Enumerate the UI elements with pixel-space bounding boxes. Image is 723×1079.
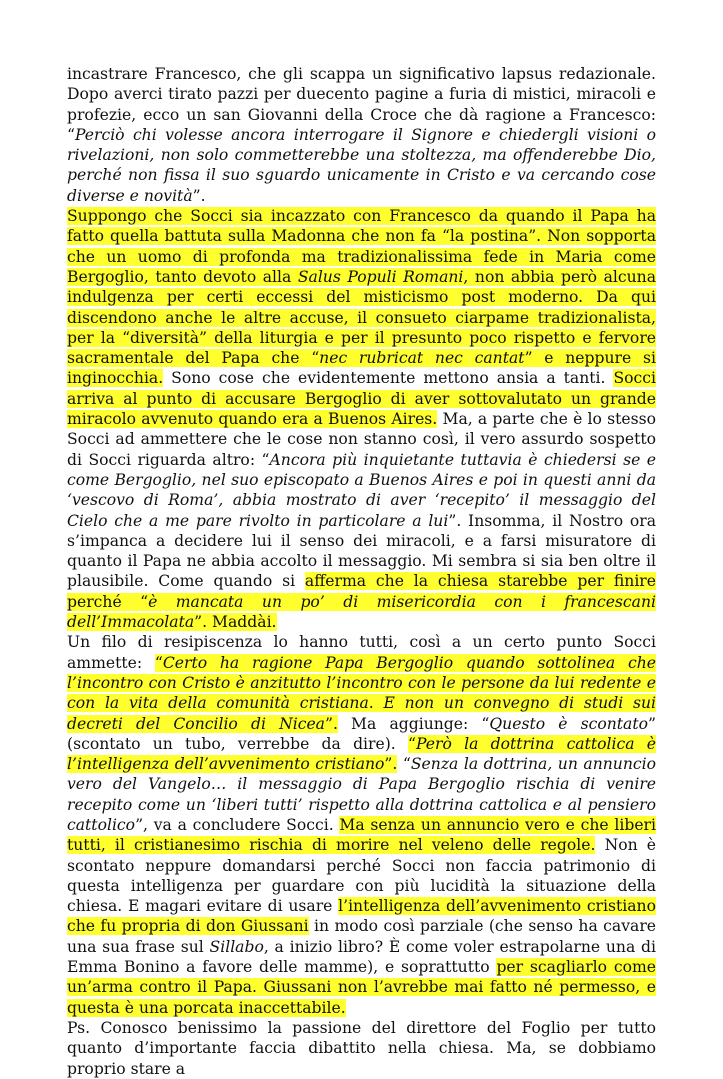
highlighted-text: “	[408, 734, 416, 753]
text-run: ”.	[192, 186, 206, 205]
paragraph	[67, 1018, 656, 1079]
highlighted-text: Però la dottrina cattolica è l’intelligenza dell’avvenimento cristiano	[67, 734, 656, 774]
highlighted-text: è mancata un po’ di misericordia con i francescani dell’Immacolata	[67, 592, 656, 632]
paragraph	[67, 64, 656, 206]
paragraph	[67, 206, 656, 632]
text-run: incastrare Francesco, che gli scappa un significativo lapsus redazionale. Dopo averci tirato pazzi per duecento pagine a furia di mistici, miracoli e profezie, ecco un san Giovanni della Croce che dà ragione a Francesco: “	[67, 65, 656, 144]
paragraph	[67, 632, 656, 1018]
text-run: Sono cose che evidentemente mettono ansia a tanti.	[163, 369, 614, 388]
text-run: ”, va a concludere Socci.	[135, 815, 340, 834]
text-run: Senza la dottrina, un annuncio vero del Vangelo… il messaggio di Papa Bergoglio rischia di venire recepito come un ‘liberi tutti’ rispetto alla dottrina cattolica e al pensiero cattolico	[67, 755, 656, 834]
text-run: Perciò chi volesse ancora interrogare il Signore e chiedergli visioni o rivelazioni, non solo commetterebbe una stoltezza, ma offenderebbe Dio, perché non fissa il suo sguardo unicamente in Cristo e va cercando cose diverse e novità	[67, 125, 656, 205]
text-run: ”. Insomma, il Nostro ora s’impanca a decidere lui il senso dei miracoli, e a farsi misuratore di quanto il Papa ne abbia accolto il messaggio. Mi sembra si sia ben oltre il plausibile. Come quando si	[67, 511, 656, 591]
highlighted-text: Suppongo che Socci sia incazzato con Francesco da quando il Papa ha fatto quella battuta sulla Madonna che non fa “la postina”. Non sopporta che un uomo di profonda ma tradizionalissima fede in Maria come Bergoglio, tanto devoto alla	[67, 207, 656, 286]
highlighted-text: ”.	[324, 714, 338, 733]
text-run: Ma aggiunge: “	[337, 714, 490, 733]
highlighted-text: Socci arriva al punto di accusare Bergoglio di aver sottovalutato un grande miracolo avvenuto quando era a Buenos Aires.	[67, 369, 656, 429]
highlighted-text: nec rubricat nec cantat	[319, 349, 525, 368]
highlighted-text: ” e neppure si inginocchia.	[67, 349, 656, 388]
text-run: Non è scontato neppure domandarsi perché Socci non faccia patrimonio di questa intelligenza per guardare con più lucidità la situazione della chiesa. E magari evitare di usare	[67, 836, 656, 916]
text-run: in modo così parziale (che senso ha cavare una sua frase sul	[67, 917, 656, 956]
highlighted-text: Certo ha ragione Papa Bergoglio quando sottolinea che l’incontro con Cristo è anzitutto l’incontro con le persone da lui redente e con la vita della comunità cristiana. E non un convegno di studi sui decreti del Concilio di Nicea	[67, 653, 656, 733]
text-run: , a inizio libro? È come voler estrapolarne una di Emma Bonino a favore delle mamme), e soprattutto	[67, 937, 656, 977]
text-run: Ps. Conosco benissimo la passione del direttore del Foglio per tutto quanto d’importante faccia dibattito nella chiesa. Ma, se dobbiamo proprio stare a	[67, 1018, 656, 1078]
text-run: ” (scontato un tubo, verrebbe da dire).	[67, 714, 656, 753]
text-run: Ancora più inquietante tuttavia è chiedersi se e come Bergoglio, nel suo episcopato a Buenos Aires e poi in questi anni da ‘vescovo di Roma’, abbia mostrato di aver ‘recepito’ il messaggio del Cielo che a me pare rivolto in particolare a lui	[67, 450, 657, 530]
highlighted-text: per scagliarlo come un’arma contro il Papa. Giussani non l’avrebbe mai fatto né permesso, e questa è una porcata inaccettabile.	[67, 958, 656, 1017]
highlighted-text: ”. Maddài.	[194, 613, 277, 632]
highlighted-text: , non abbia però alcuna indulgenza per certi eccessi del misticismo post moderno. Da qui discendono anche le altre accuse, il consueto ciarpame tradizionalista, per la “diversità” della liturgia e per il presunto poco rispetto e fervore sacramentale del Papa che “	[67, 267, 656, 368]
text-run: Questo è scontato	[489, 714, 649, 733]
highlighted-text: ”.	[384, 755, 398, 774]
text-run: Sillabo	[209, 937, 264, 956]
document-page	[67, 64, 656, 1079]
text-run: Ma, a parte che è lo stesso Socci ad ammettere che le cose non stanno così, il vero assurdo sospetto di Socci riguarda altro: “	[67, 410, 656, 469]
text-run: Un filo di resipiscenza lo hanno tutti, così a un certo punto Socci ammette:	[67, 633, 656, 672]
highlighted-text: l’intelligenza dell’avvenimento cristiano che fu propria di don Giussani	[67, 897, 656, 936]
highlighted-text: afferma che la chiesa starebbe per finire perché “	[67, 572, 656, 611]
highlighted-text: Ma senza un annuncio vero e che liberi tutti, il cristianesimo rischia di morire nel veleno delle regole.	[67, 815, 657, 855]
highlighted-text: Salus Populi Romani	[297, 267, 464, 286]
highlighted-text: “	[154, 653, 163, 672]
text-run: “	[397, 755, 411, 774]
